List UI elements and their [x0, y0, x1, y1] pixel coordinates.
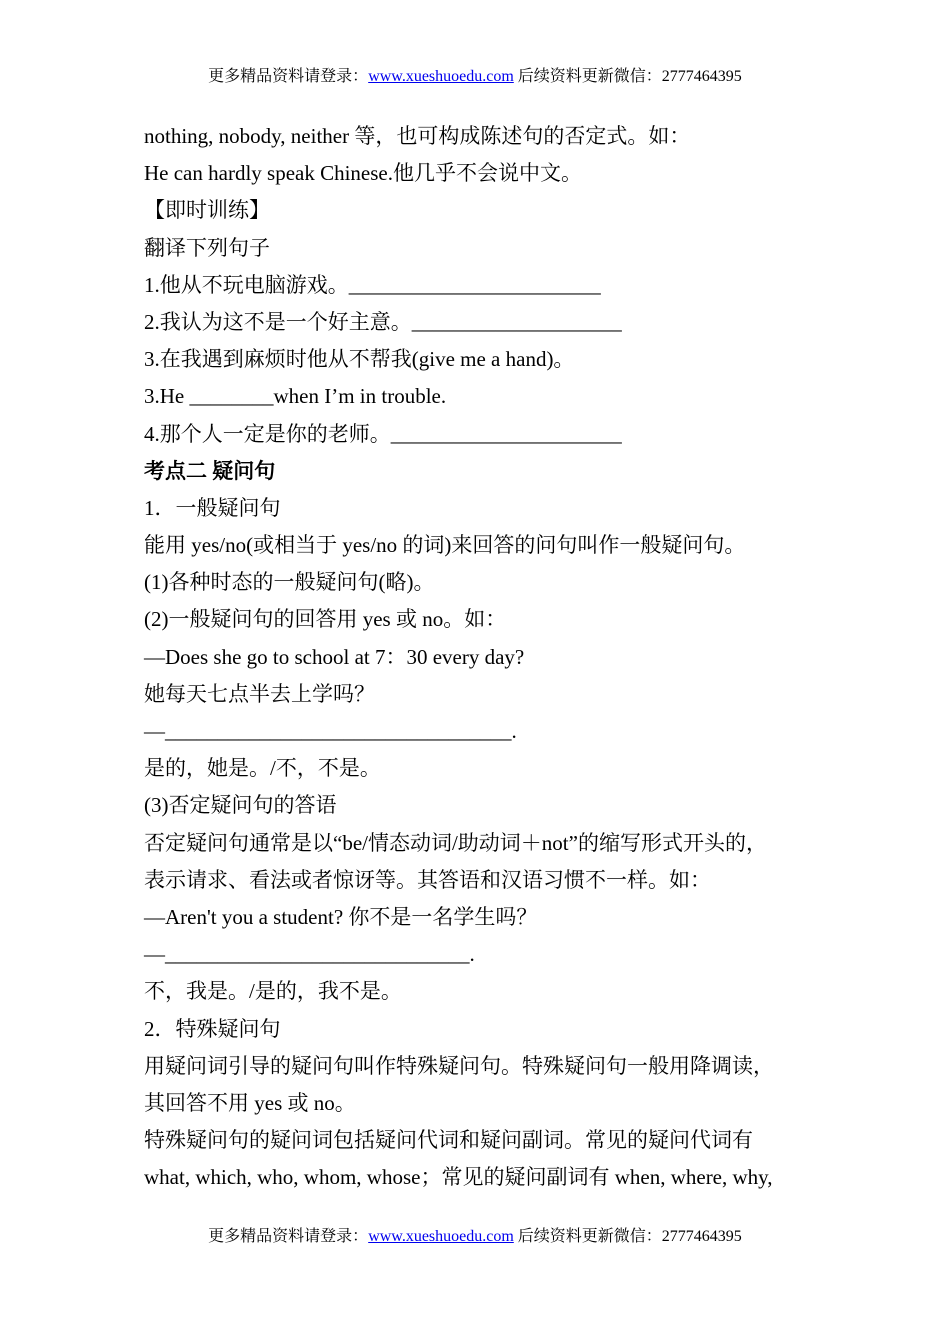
- header-suffix: 后续资料更新微信：2777464395: [513, 68, 742, 85]
- text-line: (2)一般疑问句的回答用 yes 或 no。如：: [144, 607, 507, 632]
- section-heading: 【即时训练】: [144, 198, 270, 223]
- exercise-item: 3.He ________when I’m in trouble.: [144, 384, 447, 409]
- text-line: what, which, who, whom, whose；常见的疑问副词有 when, where, why,: [144, 1165, 773, 1190]
- answer-blank-line: —_____________________________.: [144, 942, 475, 967]
- text-line: 表示请求、看法或者惊讶等。其答语和汉语习惯不一样。如：: [144, 867, 711, 892]
- text-line: 否定疑问句通常是以“be/情态动词/助动词＋not”的缩写形式开头的，: [144, 830, 767, 855]
- footer-prefix: 更多精品资料请登录：: [208, 1228, 369, 1245]
- document-body: [144, 118, 834, 1196]
- subsection-heading: 2．特殊疑问句: [144, 1016, 281, 1041]
- example-line: 她每天七点半去上学吗？: [144, 681, 375, 706]
- exercise-item: 1.他从不玩电脑游戏。________________________: [144, 272, 601, 297]
- answer-blank-line: —_________________________________.: [144, 719, 517, 743]
- example-line: 是的，她是。/不，不是。: [144, 756, 381, 781]
- header-prefix: 更多精品资料请登录：: [208, 68, 369, 85]
- text-line: nothing, nobody, neither 等，也可构成陈述句的否定式。如：: [144, 124, 691, 148]
- text-line: 翻译下列句子: [144, 235, 270, 260]
- subsection-heading: 1．一般疑问句: [144, 495, 281, 520]
- text-line: 能用 yes/no(或相当于 yes/no 的词)来回答的问句叫作一般疑问句。: [144, 533, 746, 558]
- topic-heading: 考点二 疑问句: [144, 458, 276, 483]
- header-website-link[interactable]: www.xueshuoedu.com: [368, 68, 514, 85]
- exercise-item: 2.我认为这不是一个好主意。____________________: [144, 309, 622, 334]
- example-line: —Aren't you a student? 你不是一名学生吗？: [144, 904, 538, 929]
- text-line: (3)否定疑问句的答语: [144, 793, 337, 818]
- example-line: —Does she go to school at 7：30 every day?: [144, 644, 525, 669]
- text-line: 用疑问词引导的疑问句叫作特殊疑问句。特殊疑问句一般用降调读，: [144, 1053, 774, 1078]
- page-footer: [0, 1227, 950, 1247]
- text-line: (1)各种时态的一般疑问句(略)。: [144, 570, 435, 595]
- text-line: He can hardly speak Chinese.他几乎不会说中文。: [144, 161, 582, 186]
- text-line: 特殊疑问句的疑问词包括疑问代词和疑问副词。常见的疑问代词有: [144, 1128, 753, 1153]
- exercise-item: 4.那个人一定是你的老师。______________________: [144, 421, 622, 446]
- footer-website-link[interactable]: www.xueshuoedu.com: [368, 1228, 514, 1245]
- page-header: [0, 67, 950, 87]
- text-line: 其回答不用 yes 或 no。: [144, 1090, 356, 1115]
- footer-suffix: 后续资料更新微信：2777464395: [513, 1228, 742, 1245]
- exercise-item: 3.在我遇到麻烦时他从不帮我(give me a hand)。: [144, 347, 575, 372]
- example-line: 不，我是。/是的，我不是。: [144, 979, 402, 1004]
